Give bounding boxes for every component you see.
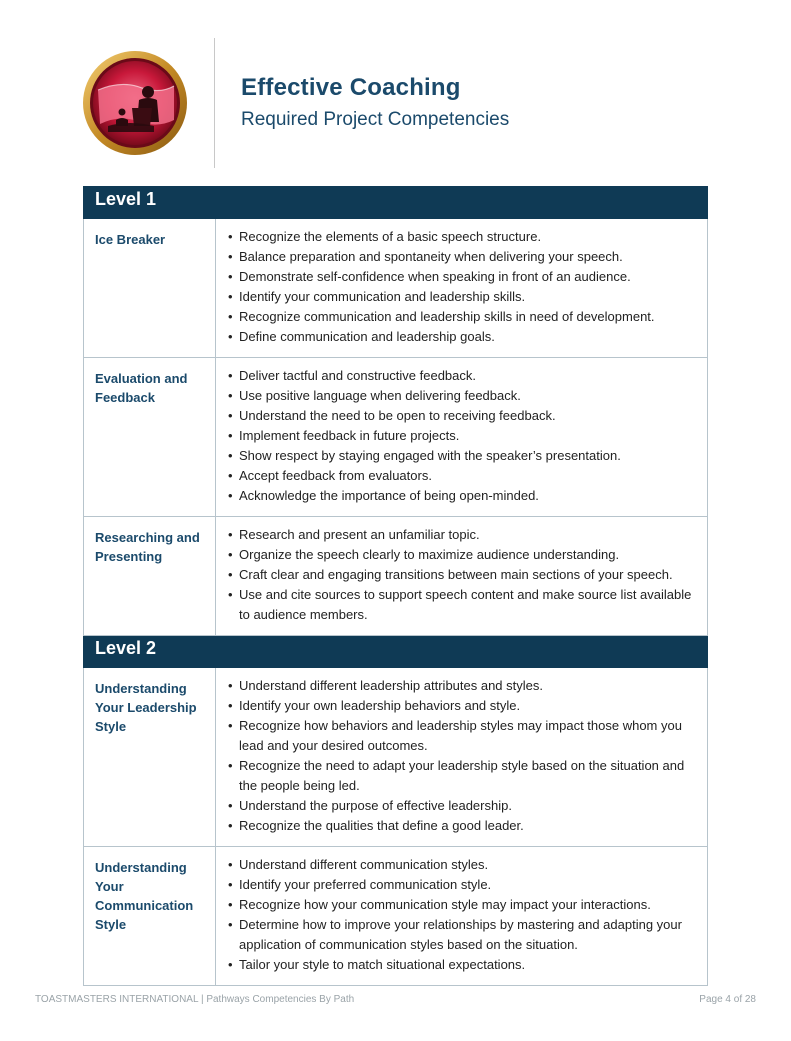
competency-item: • Craft clear and engaging transitions between main sections of your speech.	[228, 565, 699, 585]
page-title: Effective Coaching	[241, 74, 461, 101]
competency-item: • Recognize the need to adapt your leadership style based on the situation and the people being led.	[228, 756, 699, 796]
project-name: Ice Breaker	[84, 219, 216, 358]
competency-item: • Research and present an unfamiliar topic.	[228, 525, 699, 545]
competency-list-cell	[216, 219, 708, 358]
competency-list	[228, 525, 699, 625]
competency-item: • Define communication and leadership goals.	[228, 327, 699, 347]
competency-item: • Use positive language when delivering feedback.	[228, 386, 699, 406]
competency-item: • Recognize how your communication style may impact your interactions.	[228, 895, 699, 915]
footer-publication: TOASTMASTERS INTERNATIONAL | Pathways Competencies By Path	[35, 994, 355, 1005]
project-name: Evaluation and Feedback	[84, 358, 216, 517]
competency-item: • Recognize the elements of a basic speech structure.	[228, 227, 699, 247]
competency-item: • Determine how to improve your relationships by mastering and adapting your application of communication styles based on the situation.	[228, 915, 699, 955]
competency-list-cell	[216, 847, 708, 986]
competency-item: • Organize the speech clearly to maximize audience understanding.	[228, 545, 699, 565]
level-header-row	[84, 187, 708, 219]
competency-item: • Recognize the qualities that define a good leader.	[228, 816, 699, 836]
level-header-fill	[216, 187, 708, 219]
table-row	[84, 358, 708, 517]
competency-item: • Understand the purpose of effective leadership.	[228, 796, 699, 816]
competency-list-cell	[216, 358, 708, 517]
competency-item: • Recognize communication and leadership skills in need of development.	[228, 307, 699, 327]
table-row	[84, 219, 708, 358]
competency-item: • Recognize how behaviors and leadership styles may impact those whom you lead and your desired outcomes.	[228, 716, 699, 756]
competencies-table	[83, 186, 708, 986]
competency-list	[228, 855, 699, 975]
page-number: Page 4 of 28	[699, 994, 756, 1005]
competency-item: • Demonstrate self-confidence when speaking in front of an audience.	[228, 267, 699, 287]
competency-item: • Understand different communication styles.	[228, 855, 699, 875]
speaker-at-podium-flag-icon	[82, 50, 188, 156]
competency-item: • Deliver tactful and constructive feedback.	[228, 366, 699, 386]
project-name: Researching and Presenting	[84, 517, 216, 636]
competency-item: • Use and cite sources to support speech content and make source list available to audience members.	[228, 585, 699, 625]
competency-list-cell	[216, 517, 708, 636]
level-header-fill	[216, 636, 708, 668]
page-subtitle: Required Project Competencies	[241, 109, 510, 130]
competency-item: • Identify your own leadership behaviors and style.	[228, 696, 699, 716]
table-row	[84, 517, 708, 636]
competency-item: • Identify your communication and leadership skills.	[228, 287, 699, 307]
competency-item: • Acknowledge the importance of being open-minded.	[228, 486, 699, 506]
header-divider	[214, 38, 215, 168]
competency-list	[228, 227, 699, 347]
table-row	[84, 847, 708, 986]
competency-item: • Show respect by staying engaged with the speaker’s presentation.	[228, 446, 699, 466]
project-name: Understanding Your Communication Style	[84, 847, 216, 986]
competency-item: • Accept feedback from evaluators.	[228, 466, 699, 486]
table-row	[84, 668, 708, 847]
level-label: Level 1	[84, 187, 216, 219]
level-header-row	[84, 636, 708, 668]
competency-item: • Implement feedback in future projects.	[228, 426, 699, 446]
competency-item: • Tailor your style to match situational expectations.	[228, 955, 699, 975]
competency-item: • Understand different leadership attributes and styles.	[228, 676, 699, 696]
competency-list	[228, 676, 699, 836]
competency-item: • Balance preparation and spontaneity when delivering your speech.	[228, 247, 699, 267]
competency-item: • Understand the need to be open to receiving feedback.	[228, 406, 699, 426]
competency-list-cell	[216, 668, 708, 847]
project-name: Understanding Your Leadership Style	[84, 668, 216, 847]
competency-list	[228, 366, 699, 506]
competency-item: • Identify your preferred communication style.	[228, 875, 699, 895]
level-label: Level 2	[84, 636, 216, 668]
